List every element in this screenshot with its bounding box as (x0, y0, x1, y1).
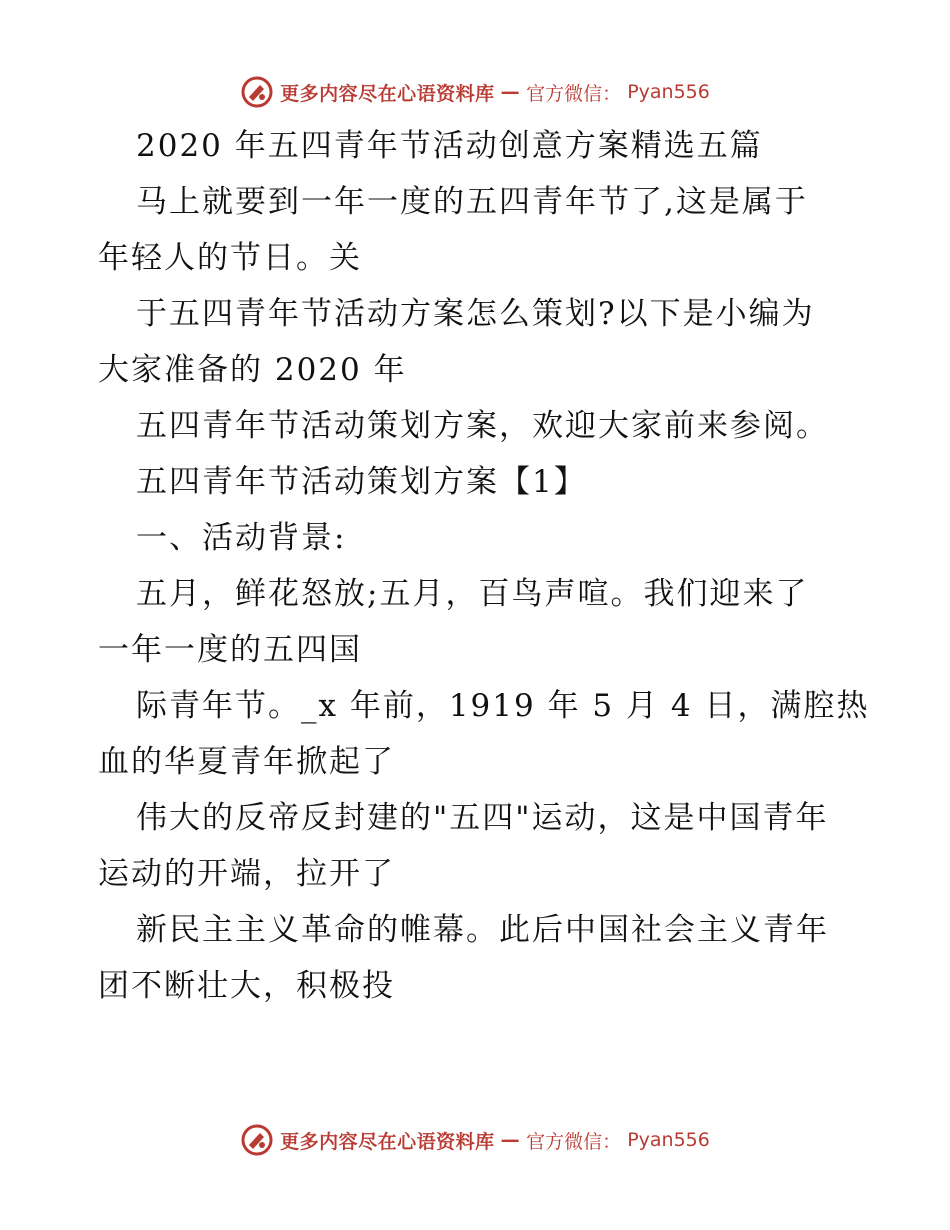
header-watermark (0, 72, 950, 112)
document-body (98, 118, 870, 1014)
wechat-id: Pyan556 (627, 81, 710, 103)
brand-logo-icon (240, 1123, 274, 1157)
paragraph-line: 团不断壮大，积极投 (98, 968, 395, 1004)
brand-separator: — (500, 1129, 521, 1151)
brand-text: 更多内容尽在心语资料库 (280, 1130, 495, 1153)
brand-logo-icon (240, 75, 274, 109)
paragraph-line: 伟大的反帝反封建的"五四"运动，这是中国青年 (136, 800, 829, 836)
paragraph-line: 血的华夏青年掀起了 (98, 744, 395, 780)
section-heading: 五四青年节活动策划方案【1】 (136, 464, 587, 500)
paragraph-line: 年轻人的节日。关 (98, 240, 362, 276)
wechat-label: 官方微信： (526, 1130, 622, 1153)
paragraph-line: 新民主主义革命的帷幕。此后中国社会主义青年 (136, 912, 829, 948)
brand-separator: — (500, 81, 521, 103)
paragraph-line: 马上就要到一年一度的五四青年节了,这是属于 (136, 184, 808, 220)
paragraph-line: 一年一度的五四国 (98, 632, 362, 668)
wechat-id: Pyan556 (627, 1129, 710, 1151)
paragraph-line: 五四青年节活动策划方案，欢迎大家前来参阅。 (136, 408, 829, 444)
brand-text: 更多内容尽在心语资料库 (280, 82, 495, 105)
paragraph-line: 五月，鲜花怒放;五月，百鸟声喧。我们迎来了 (136, 576, 809, 612)
footer-watermark (0, 1120, 950, 1160)
paragraph-line: 运动的开端，拉开了 (98, 856, 395, 892)
paragraph-line: 际青年节。_x 年前，1919 年 5 月 4 日，满腔热 (136, 688, 870, 724)
subsection-heading: 一、活动背景: (136, 520, 347, 556)
paragraph-line: 大家准备的 2020 年 (98, 352, 407, 388)
wechat-label: 官方微信： (526, 82, 622, 105)
document-title: 2020 年五四青年节活动创意方案精选五篇 (136, 128, 763, 164)
paragraph-line: 于五四青年节活动方案怎么策划?以下是小编为 (136, 296, 815, 332)
